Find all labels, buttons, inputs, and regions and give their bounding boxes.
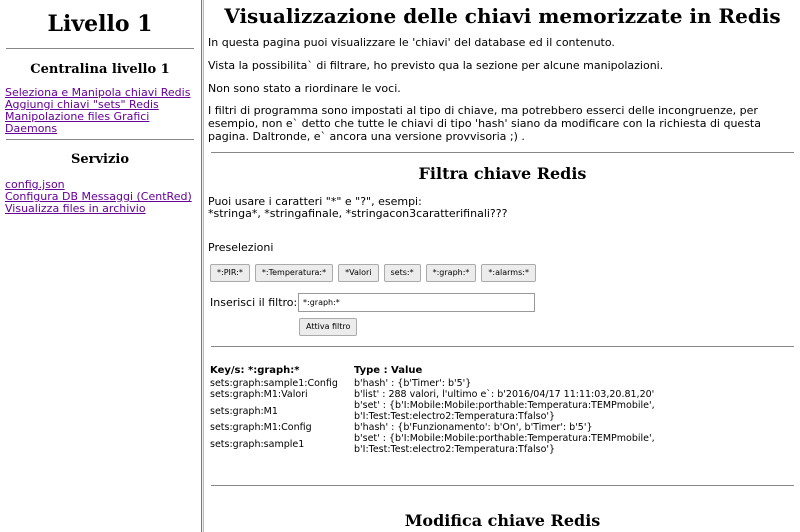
- key-cell: sets:graph:sample1:Config: [210, 378, 338, 389]
- modify-section-title: Modifica chiave Redis: [404, 511, 601, 530]
- sidebar-section-title: Centralina livello 1: [30, 62, 170, 77]
- table-row: [208, 433, 800, 455]
- sidebar-link-daemons[interactable]: Daemons: [5, 122, 58, 135]
- value-cell: b'hash' : {b'Timer': b'5'}: [354, 378, 472, 389]
- divider: [211, 485, 794, 486]
- preset-button-sets[interactable]: sets:*: [384, 264, 421, 282]
- value-cell: b'set' : {b'I:Mobile:Mobile:porthable:Temperatura:TEMPmobile', b'I:Test:Test:electro2:Temperatura:Tfalso'}: [354, 433, 655, 455]
- activate-filter-button[interactable]: Attiva filtro: [299, 318, 357, 336]
- sidebar-link-configura-db[interactable]: Configura DB Messaggi (CentRed): [5, 190, 192, 203]
- sidebar-title: Livello 1: [47, 11, 153, 37]
- key-cell: sets:graph:M1: [210, 405, 278, 417]
- filter-input-label: Inserisci il filtro:: [210, 296, 298, 309]
- intro-paragraph: Vista la possibilita` di filtrare, ho previsto qua la sezione per alcune manipolazioni.: [208, 59, 664, 72]
- table-row: [208, 389, 800, 400]
- presets-label: Preselezioni: [208, 241, 274, 254]
- sidebar-link-visualizza-archivio[interactable]: Visualizza files in archivio: [5, 202, 146, 215]
- sidebar-section-title: Servizio: [71, 152, 129, 167]
- column-header-key: Key/s: *:graph:*: [210, 365, 300, 376]
- preset-button-temperatura[interactable]: *:Temperatura:*: [255, 264, 333, 282]
- preset-button-alarms[interactable]: *:alarms:*: [481, 264, 536, 282]
- value-cell: b'list' : 288 valori, l'ultimo e`: b'2016/04/17 11:11:03,20.81,20': [354, 389, 655, 400]
- sidebar-link-config-json[interactable]: config.json: [5, 178, 65, 191]
- sidebar-link-aggiungi-chiavi[interactable]: Aggiungi chiavi "sets" Redis: [5, 98, 159, 111]
- sidebar-link-manipolazione-grafici[interactable]: Manipolazione files Grafici: [5, 110, 150, 123]
- table-row: [208, 422, 800, 433]
- intro-text: [205, 36, 800, 143]
- sidebar-links-centralina: [0, 87, 200, 135]
- value-cell: b'set' : {b'I:Mobile:Mobile:porthable:Temperatura:TEMPmobile', b'I:Test:Test:electro2:Temperatura:Tfalso'}: [354, 400, 655, 422]
- column-header-value: Type : Value: [354, 365, 423, 376]
- key-cell: sets:graph:M1:Valori: [210, 389, 308, 400]
- divider: [211, 346, 794, 347]
- key-cell: sets:graph:sample1: [210, 438, 305, 450]
- frame-divider[interactable]: [201, 0, 204, 532]
- filter-hint-line1: Puoi usare i caratteri "*" e "?", esempi:: [208, 195, 422, 208]
- key-cell: sets:graph:M1:Config: [210, 422, 312, 433]
- sidebar-links-servizio: [0, 179, 200, 215]
- preset-button-valori[interactable]: *Valori: [338, 264, 378, 282]
- table-row: [208, 378, 800, 389]
- sidebar: [0, 0, 200, 532]
- divider: [211, 152, 794, 153]
- value-cell: b'hash' : {b'Funzionamento': b'On', b'Timer': b'5'}: [354, 422, 593, 433]
- page-title: Visualizzazione delle chiavi memorizzate in Redis: [224, 4, 781, 28]
- intro-paragraph: I filtri di programma sono impostati al tipo di chiave, ma potrebbero esserci delle incongruenze, per esempio, non e` detto che tutte le chiavi di tipo 'hash' siano da modificare con la richiesta di questa pagina. Daltronde, e` ancora una versione provvisoria ;) .: [208, 104, 761, 143]
- table-row: [208, 400, 800, 422]
- preset-button-pir[interactable]: *:PIR:*: [210, 264, 250, 282]
- intro-paragraph: Non sono stato a riordinare le voci.: [208, 82, 401, 95]
- filter-hint-line2: *stringa*, *stringafinale, *stringacon3caratterifinali???: [208, 207, 508, 220]
- preset-button-graph[interactable]: *:graph:*: [426, 264, 477, 282]
- preset-buttons: [210, 264, 536, 282]
- keys-table: [208, 365, 800, 455]
- filter-input[interactable]: *:graph:*: [298, 293, 535, 312]
- sidebar-link-seleziona-chiavi[interactable]: Seleziona e Manipola chiavi Redis: [5, 86, 191, 99]
- table-header-row: [208, 365, 800, 378]
- filter-section-title: Filtra chiave Redis: [418, 164, 587, 183]
- intro-paragraph: In questa pagina puoi visualizzare le 'chiavi' del database ed il contenuto.: [208, 36, 615, 49]
- main-content: [205, 0, 800, 532]
